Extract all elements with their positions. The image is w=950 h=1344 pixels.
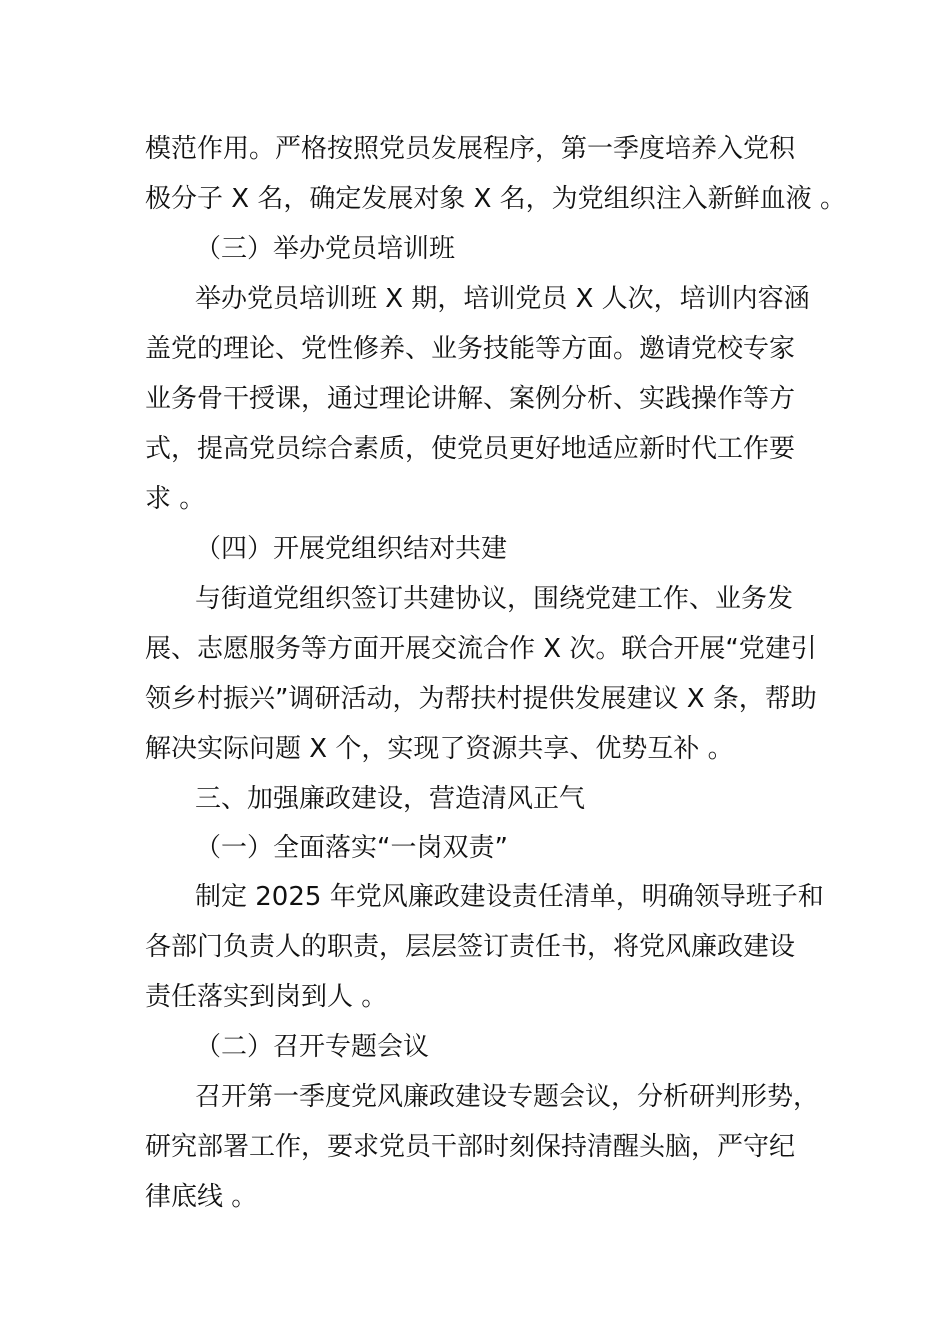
body-text-line: 律底线 。 bbox=[145, 1182, 258, 1212]
section-heading: （二）召开专题会议 bbox=[195, 1032, 430, 1062]
section-heading: （四）开展党组织结对共建 bbox=[195, 534, 508, 564]
body-text-line: 制定 2025 年党风廉政建设责任清单，明确领导班子和 bbox=[195, 882, 824, 912]
section-heading: （三）举办党员培训班 bbox=[195, 234, 456, 264]
body-text-line: 责任落实到岗到人 。 bbox=[145, 982, 388, 1012]
section-heading: （一）全面落实“一岗双责” bbox=[195, 833, 508, 863]
chapter-heading: 三、加强廉政建设，营造清风正气 bbox=[195, 784, 586, 814]
body-text-line: 与街道党组织签订共建协议，围绕党建工作、业务发 bbox=[195, 584, 794, 614]
body-text-line: 极分子 X 名，确定发展对象 X 名，为党组织注入新鲜血液 。 bbox=[145, 184, 846, 214]
body-text-line: 求 。 bbox=[145, 484, 206, 514]
body-text-line: 各部门负责人的职责，层层签订责任书，将党风廉政建设 bbox=[145, 932, 796, 962]
body-text-line: 式，提高党员综合素质，使党员更好地适应新时代工作要 bbox=[145, 434, 796, 464]
body-text-line: 展、志愿服务等方面开展交流合作 X 次。联合开展“党建引 bbox=[145, 634, 817, 664]
body-text-line: 解决实际问题 X 个，实现了资源共享、优势互补 。 bbox=[145, 734, 734, 764]
body-text-line: 模范作用。严格按照党员发展程序，第一季度培养入党积 bbox=[145, 134, 796, 164]
body-text-line: 盖党的理论、党性修养、业务技能等方面。邀请党校专家 bbox=[145, 334, 796, 364]
body-text-line: 召开第一季度党风廉政建设专题会议，分析研判形势， bbox=[195, 1082, 820, 1112]
body-text-line: 领乡村振兴”调研活动，为帮扶村提供发展建议 X 条，帮助 bbox=[145, 684, 817, 714]
body-text-line: 研究部署工作，要求党员干部时刻保持清醒头脑，严守纪 bbox=[145, 1132, 796, 1162]
body-text-line: 业务骨干授课，通过理论讲解、案例分析、实践操作等方 bbox=[145, 384, 796, 414]
body-text-line: 举办党员培训班 X 期，培训党员 X 人次，培训内容涵 bbox=[195, 284, 810, 314]
